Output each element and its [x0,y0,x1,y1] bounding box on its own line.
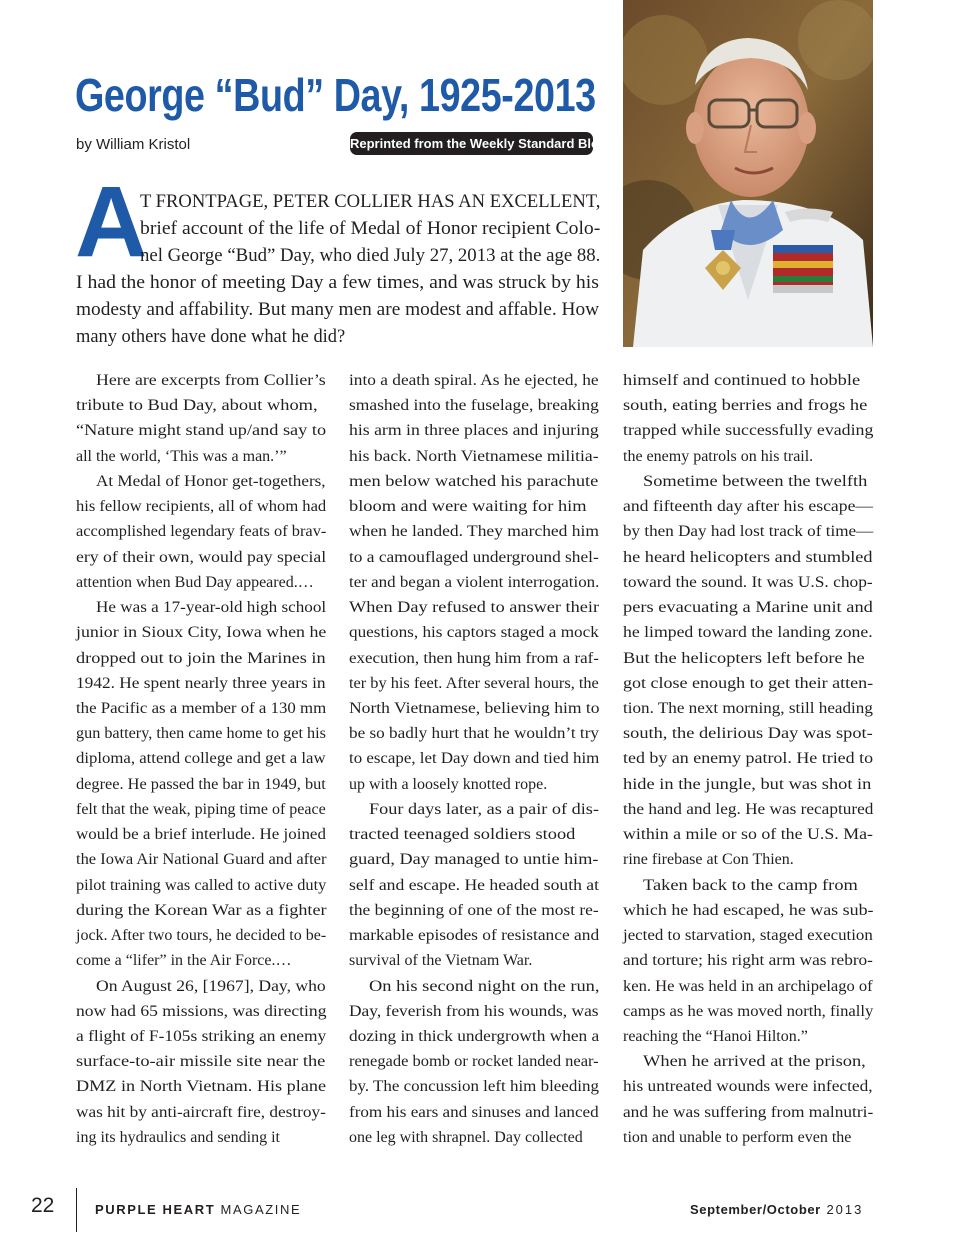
body-line: would be a brief interlude. He joined [76,826,326,843]
body-line: hide in the jungle, but was shot in [623,776,872,793]
body-line: tracted teenaged soldiers stood [349,826,576,843]
magazine-name [95,1202,301,1217]
body-line: to escape, let Day down and tied him [349,750,600,767]
issue-year: 2013 [820,1202,864,1217]
body-line: ted by an enemy patrol. He tried to [623,750,874,767]
body-line: North Vietnamese, believing him to [349,700,600,717]
body-line: be so badly hurt that he wouldn’t try [349,725,599,742]
reprint-badge: Reprinted from the Weekly Standard Blog [350,132,593,155]
body-line: questions, his captors staged a mock [349,624,599,641]
body-line: ter and began a violent interrogation. [349,574,600,591]
footer-divider [76,1188,77,1232]
body-line: into a death spiral. As he ejected, he [349,372,599,389]
body-line: But the helicopters left before he [623,650,865,667]
body-line: his arm in three places and injuring [349,422,599,439]
body-line: Sometime between the twelfth [643,473,868,490]
magazine-name-rest: MAGAZINE [215,1202,302,1217]
body-line: renegade bomb or rocket landed near- [349,1053,599,1070]
body-line: pilot training was called to active duty [76,877,327,894]
body-line: men below watched his parachute [349,473,599,490]
body-line: Here are excerpts from Collier’s [96,372,326,389]
body-line: dozing in thick undergrowth when a [349,1028,600,1045]
body-line: tion. The next morning, still heading [623,700,873,717]
body-line: by then Day had lost track of time— [623,523,874,540]
body-line: At Medal of Honor get-togethers, [96,473,326,490]
body-line: smashed into the fuselage, breaking [349,397,599,414]
body-line: up with a loosely knotted rope. [349,776,548,793]
body-line: within a mile or so of the U.S. Ma- [623,826,873,843]
body-line: got close enough to get their atten- [623,675,874,692]
body-line: ery of their own, would pay special [76,549,327,566]
body-line: DMZ in North Vietnam. His plane [76,1078,327,1095]
body-line: south, the delirious Day was spot- [623,725,873,742]
body-line: Four days later, as a pair of dis- [369,801,599,818]
body-line: when he landed. They marched him [349,523,599,540]
body-line: He was a 17-year-old high school [96,599,327,616]
body-line: felt that the weak, piping time of peace [76,801,326,818]
portrait-illustration [623,0,873,347]
body-line: When he arrived at the prison, [643,1053,866,1070]
body-line: his back. North Vietnamese militia- [349,448,599,465]
body-line: tribute to Bud Day, about whom, [76,397,318,414]
body-line: come a “lifer” in the Air Force.… [76,952,292,969]
body-line: surface-to-air missile site near the [76,1053,326,1070]
body-line: ken. He was held in an archipelago of [623,978,873,995]
drop-cap: A [75,166,148,278]
body-line: bloom and were waiting for him [349,498,587,515]
lead-line: many others have done what he did? [76,326,346,347]
body-line: diploma, attend college and get a law [76,750,326,767]
body-line: now had 65 missions, was directing [76,1003,327,1020]
article-title: George “Bud” Day, 1925-2013 [75,69,596,121]
body-line: execution, then hung him from a raf- [349,650,599,667]
body-line: degree. He passed the bar in 1949, but [76,776,326,793]
body-line: trapped while successfully evading [623,422,874,439]
lead-line: modesty and affability. But many men are modest and affable. How [76,299,600,320]
body-line: self and escape. He headed south at [349,877,600,894]
body-line: was hit by anti-aircraft fire, destroy- [76,1104,326,1121]
body-line: toward the sound. It was U.S. chop- [623,574,873,591]
body-line: the beginning of one of the most re- [349,902,599,919]
body-line: his untreated wounds were infected, [623,1078,873,1095]
body-line: On August 26, [1967], Day, who [96,978,326,995]
body-line: he heard helicopters and stumbled [623,549,873,566]
body-line: and fifteenth day after his escape— [623,498,874,515]
body-line: reaching the “Hanoi Hilton.” [623,1028,808,1045]
body-line: himself and continued to hobble [623,372,861,389]
lead-line: T FRONTPAGE, PETER COLLIER HAS AN EXCELLENT, [140,191,601,212]
body-line: all the world, ‘This was a man.’” [76,448,287,465]
portrait-photo [623,0,873,347]
issue-months: September/October [690,1202,821,1217]
body-line: south, eating berries and frogs he [623,397,868,414]
body-line: ing its hydraulics and sending it [76,1129,280,1146]
body-line: which he had escaped, he was sub- [623,902,874,919]
magazine-name-bold: PURPLE HEART [95,1202,216,1217]
body-line: the hand and leg. He was recaptured [623,801,874,818]
lead-line: I had the honor of meeting Day a few times, and was struck by his [76,272,599,293]
body-line: When Day refused to answer their [349,599,600,616]
body-line: markable episodes of resistance and [349,927,600,944]
body-line: Taken back to the camp from [643,877,858,894]
byline: by William Kristol [76,136,191,153]
body-line: Day, feverish from his wounds, was [349,1003,599,1020]
body-line: from his ears and sinuses and lanced [349,1104,599,1121]
body-line: and torture; his right arm was rebro- [623,952,873,969]
body-line: ter by his feet. After several hours, the [349,675,599,692]
body-line: pers evacuating a Marine unit and [623,599,873,616]
body-line: rine firebase at Con Thien. [623,851,794,868]
body-line: On his second night on the run, [369,978,600,995]
issue-date [690,1202,863,1217]
page-number: 22 [31,1194,55,1217]
body-line: one leg with shrapnel. Day collected [349,1129,583,1146]
body-line: jock. After two tours, he decided to be- [76,927,327,944]
body-line: the Iowa Air National Guard and after [76,851,327,868]
body-line: junior in Sioux City, Iowa when he [76,624,327,641]
body-line: the Pacific as a member of a 130 mm [76,700,327,717]
body-line: attention when Bud Day appeared.… [76,574,314,591]
body-line: 1942. He spent nearly three years in [76,675,326,692]
body-line: guard, Day managed to untie him- [349,851,599,868]
body-line: during the Korean War as a fighter [76,902,327,919]
body-line: a flight of F-105s striking an enemy [76,1028,327,1045]
body-line: camps as he was moved north, finally [623,1003,874,1020]
body-line: the enemy patrols on his trail. [623,448,814,465]
body-line: accomplished legendary feats of brav- [76,523,327,540]
body-line: and he was suffering from malnutri- [623,1104,874,1121]
lead-line: nel George “Bud” Day, who died July 27, 2013 at the age 88. [140,245,601,266]
body-line: jected to starvation, staged execution [623,927,873,944]
body-line: “Nature might stand up/and say to [76,422,327,439]
body-line: his fellow recipients, all of whom had [76,498,327,515]
lead-line: brief account of the life of Medal of Honor recipient Colo- [140,218,601,239]
body-line: to a camouflaged underground shel- [349,549,599,566]
body-line: he limped toward the landing zone. [623,624,873,641]
body-line: gun battery, then came home to get his [76,725,326,742]
body-line: tion and unable to perform even the [623,1129,852,1146]
body-line: dropped out to join the Marines in [76,650,326,667]
body-line: by. The concussion left him bleeding [349,1078,599,1095]
body-line: survival of the Vietnam War. [349,952,533,969]
